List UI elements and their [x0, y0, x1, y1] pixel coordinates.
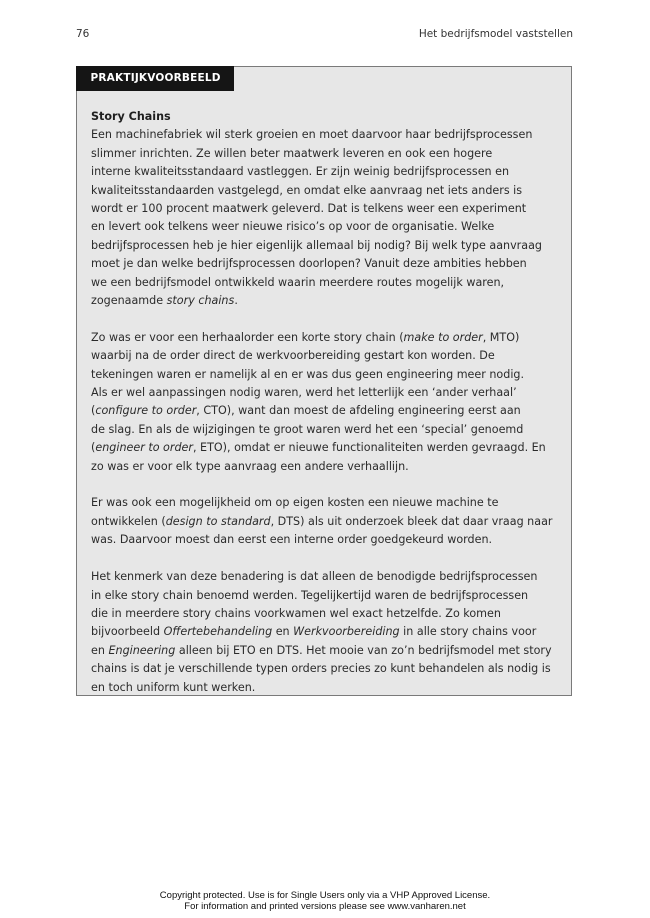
text-line: ontwikkelen (design to standard, DTS) als uit onderzoek bleek dat daar vraag naar	[91, 514, 553, 528]
text-line: die in meerdere story chains voorkwamen wel exact hetzelfde. Zo komen	[91, 606, 501, 620]
running-title: Het bedrijfsmodel vaststellen	[418, 28, 573, 40]
copyright-footer	[0, 890, 650, 912]
text-line: zo was er voor elk type aanvraag een andere verhaallijn.	[91, 459, 409, 473]
text-line: Het kenmerk van deze benadering is dat alleen de benodigde bedrijfsprocessen	[91, 570, 538, 584]
text-line: en Engineering alleen bij ETO en DTS. Het mooie van zo’n bedrijfsmodel met story	[91, 643, 552, 657]
footer-line-1: Copyright protected. Use is for Single Users only via a VHP Approved License.	[159, 890, 491, 901]
text-line: de slag. En als de wijzigingen te groot waren werd het een ‘special’ genoemd	[91, 422, 524, 436]
text-line: Een machinefabriek wil sterk groeien en moet daarvoor haar bedrijfsprocessen	[91, 128, 533, 142]
text-line: slimmer inrichten. Ze willen beter maatwerk leveren en ook een hogere	[91, 146, 493, 160]
text-line: we een bedrijfsmodel ontwikkeld waarin meerdere routes mogelijk waren,	[91, 275, 505, 289]
text-line: bijvoorbeeld Offertebehandeling en Werkvoorbereiding in alle story chains voor	[91, 625, 537, 639]
text-line: kwaliteitsstandaarden vastgelegd, en omdat elke aanvraag net iets anders is	[91, 183, 523, 197]
text-line: (engineer to order, ETO), omdat er nieuwe functionaliteiten werden gevraagd. En	[91, 441, 546, 455]
text-line: wordt er 100 procent maatwerk geleverd. Dat is telkens weer een experiment	[91, 202, 527, 216]
text-line: chains is dat je verschillende typen orders precies zo kunt behandelen als nodig is	[91, 662, 551, 676]
text-line: en toch uniform kunt werken.	[91, 680, 256, 694]
text-line: Als er wel aanpassingen nodig waren, werd het letterlijk een ‘ander verhaal’	[91, 386, 517, 400]
paragraph-4	[91, 568, 561, 697]
text-line: waarbij na de order direct de werkvoorbereiding gestart kon worden. De	[91, 349, 495, 363]
text-line: Zo was er voor een herhaalorder een korte story chain (make to order, MTO)	[91, 330, 520, 344]
paragraph-3	[91, 494, 561, 549]
text-line: in elke story chain benoemd werden. Tegelijkertijd waren de bedrijfsprocessen	[91, 588, 529, 602]
text-line: Er was ook een mogelijkheid om op eigen kosten een nieuwe machine te	[91, 496, 499, 510]
text-line: moet je dan welke bedrijfsprocessen doorlopen? Vanuit deze ambities hebben	[91, 257, 527, 271]
box-label: PRAKTIJKVOORBEELD	[76, 66, 234, 91]
text-line: interne kwaliteitsstandaard vastleggen. Er zijn weinig bedrijfsprocessen en	[91, 165, 510, 179]
page-number: 76	[76, 28, 90, 40]
text-line: (configure to order, CTO), want dan moest de afdeling engineering eerst aan	[91, 404, 521, 418]
text-line: tekeningen waren er namelijk al en er was dus geen engineering meer nodig.	[91, 367, 525, 381]
footer-line-2: For information and printed versions please see www.vanharen.net	[184, 901, 466, 912]
text-line: was. Daarvoor moest dan eerst een interne order goedgekeurd worden.	[91, 533, 493, 547]
text-line: zogenaamde story chains.	[91, 294, 238, 308]
text-line: bedrijfsprocessen heb je hier eigenlijk allemaal bij nodig? Bij welk type aanvraag	[91, 238, 542, 252]
text-line: en levert ook telkens weer nieuwe risico’s op voor de organisatie. Welke	[91, 220, 495, 234]
practice-example-box	[76, 66, 572, 696]
box-content	[91, 108, 561, 697]
box-title: Story Chains	[91, 110, 171, 123]
paragraph-1	[91, 126, 561, 310]
paragraph-2	[91, 329, 561, 476]
